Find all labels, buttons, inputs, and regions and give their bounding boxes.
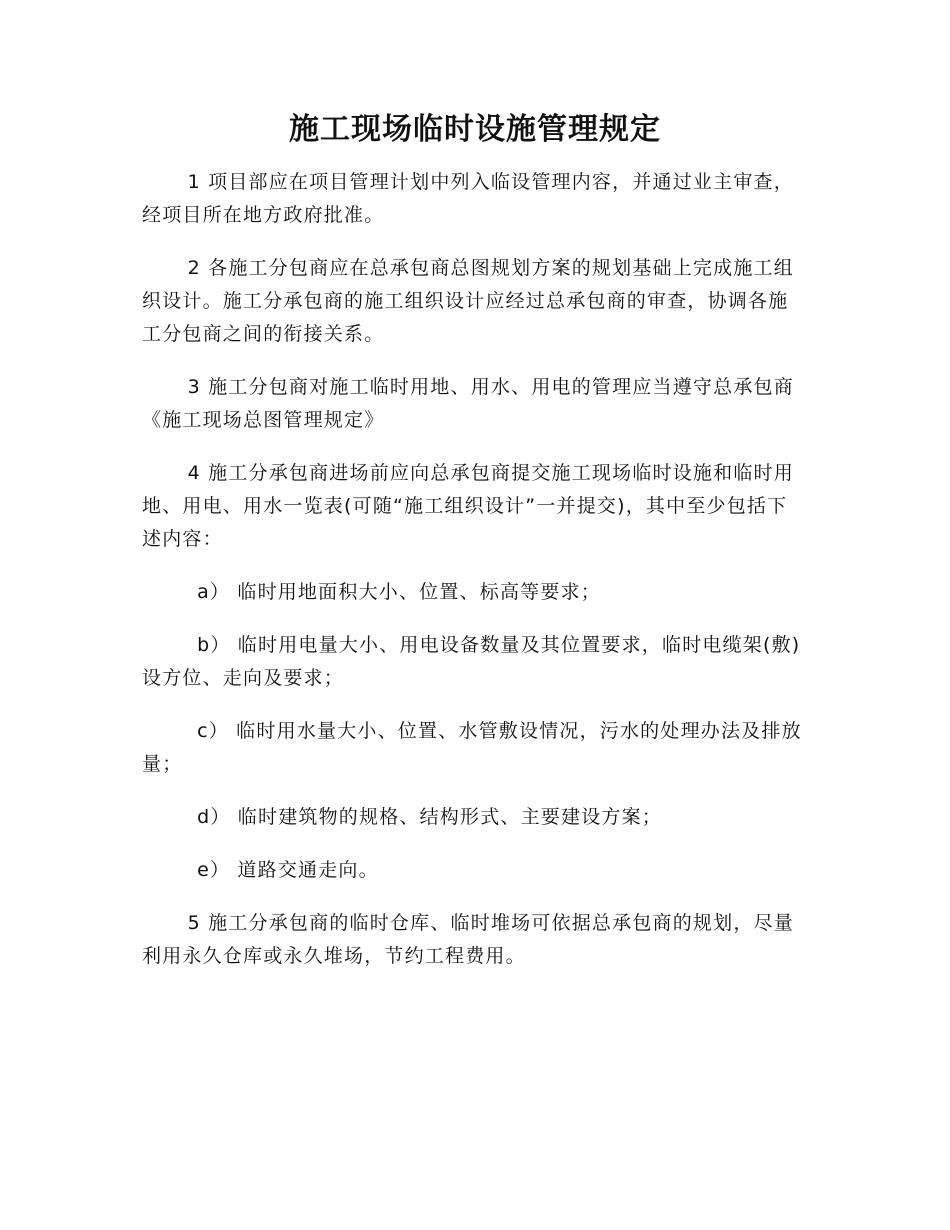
subitem-d: d） 临时建筑物的规格、结构形式、主要建设方案； xyxy=(197,806,662,828)
subitem-e: e） 道路交通走向。 xyxy=(197,859,379,881)
paragraph-item-5: 5 施工分承包商的临时仓库、临时堆场可依据总承包商的规划，尽量利用永久仓库或永久堆场，节约工程费用。 xyxy=(142,912,794,967)
paragraph-item-2: 2 各施工分包商应在总承包商总图规划方案的规划基础上完成施工组织设计。施工分承包商的施工组织设计应经过总承包商的审查，协调各施工分包商之间的衔接关系。 xyxy=(142,257,794,345)
document-body xyxy=(142,166,806,993)
subitem-c: c） 临时用水量大小、位置、水管敷设情况，污水的处理办法及排放量； xyxy=(142,720,802,775)
document-title: 施工现场临时设施管理规定 xyxy=(289,112,661,147)
paragraph-item-1: 1 项目部应在项目管理计划中列入临设管理内容，并通过业主审查，经项目所在地方政府批准。 xyxy=(142,171,794,226)
subitem-b: b） 临时用电量大小、用电设备数量及其位置要求，临时电缆架(敷)设方位、走向及要求； xyxy=(142,634,801,689)
subitem-a: a） 临时用地面积大小、位置、标高等要求； xyxy=(197,581,601,603)
paragraph-item-3: 3 施工分包商对施工临时用地、用水、用电的管理应当遵守总承包商《施工现场总图管理规定》 xyxy=(142,376,794,431)
paragraph-item-4: 4 施工分承包商进场前应向总承包商提交施工现场临时设施和临时用地、用电、用水一览表(可随“施工组织设计”一并提交)，其中至少包括下述内容： xyxy=(142,462,794,550)
